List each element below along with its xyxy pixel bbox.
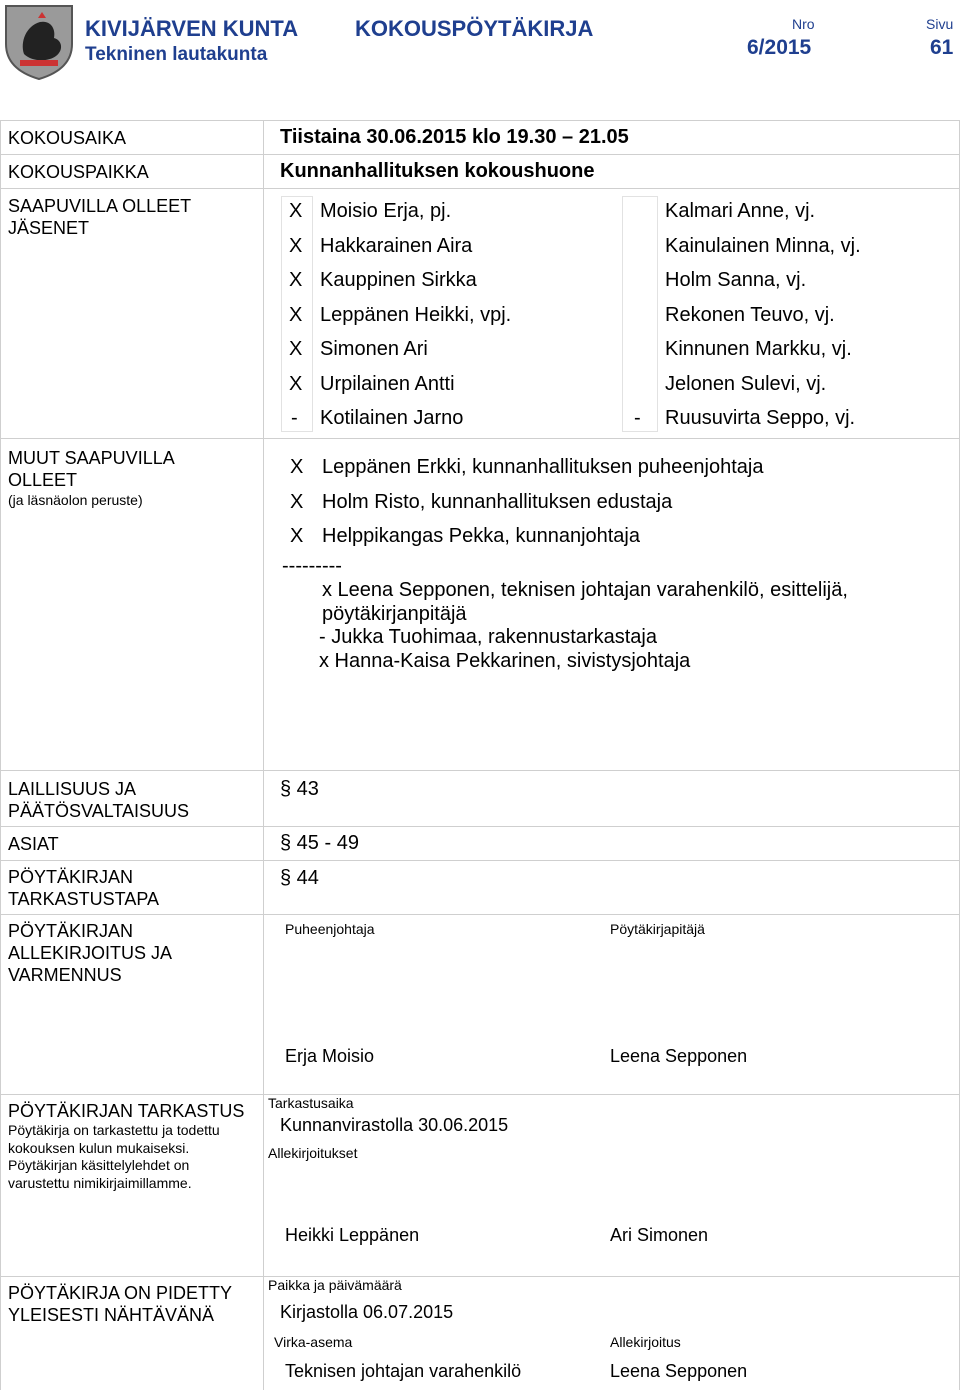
signatures-label-line1: PÖYTÄKIRJAN bbox=[8, 921, 134, 941]
nro-value: 6/2015 bbox=[747, 36, 812, 59]
others-text: Holm Risto, kunnanhallituksen edustaja bbox=[322, 491, 673, 513]
review-desc-line4: varustettu nimikirjaimillamme. bbox=[8, 1174, 192, 1191]
signatures-label bbox=[8, 920, 172, 986]
review-time-value: Kunnanvirastolla 30.06.2015 bbox=[280, 1115, 509, 1135]
member-mark: X bbox=[289, 200, 303, 222]
member-mark: X bbox=[289, 269, 303, 291]
secretary-label: Pöytäkirjapitäjä bbox=[610, 921, 705, 937]
public-sign-label: Allekirjoitus bbox=[610, 1334, 681, 1350]
review-sign-label: Allekirjoitukset bbox=[268, 1145, 358, 1161]
members-label-line2: JÄSENET bbox=[8, 218, 90, 238]
others-label-line1: MUUT SAAPUVILLA bbox=[8, 448, 175, 468]
member-name: Leppänen Heikki, vpj. bbox=[320, 304, 512, 326]
meeting-time-value: Tiistaina 30.06.2015 klo 19.30 – 21.05 bbox=[280, 126, 629, 148]
review-desc-line2: kokouksen kulun mukaiseksi. bbox=[8, 1139, 190, 1156]
review-method-label-line1: PÖYTÄKIRJAN bbox=[8, 867, 134, 887]
members-label bbox=[8, 195, 191, 239]
public-sign-value: Leena Sepponen bbox=[610, 1361, 748, 1381]
substitute-name: Rekonen Teuvo, vj. bbox=[665, 304, 835, 326]
substitute-mark: - bbox=[634, 407, 641, 429]
others-mark: X bbox=[290, 491, 304, 513]
others-label-note: (ja läsnäolon peruste) bbox=[8, 492, 143, 508]
review-signer-2: Ari Simonen bbox=[610, 1225, 709, 1245]
substitute-name: Ruusuvirta Seppo, vj. bbox=[665, 407, 856, 429]
chair-name: Erja Moisio bbox=[285, 1046, 375, 1066]
secretary-name: Leena Sepponen bbox=[610, 1046, 748, 1066]
others-label-line2: OLLEET bbox=[8, 470, 78, 490]
member-name: Urpilainen Antti bbox=[320, 373, 455, 395]
others-separator: --------- bbox=[282, 555, 342, 577]
department-name: Tekninen lautakunta bbox=[85, 44, 268, 65]
member-mark: X bbox=[289, 304, 303, 326]
public-label-line1: PÖYTÄKIRJA ON PIDETTY bbox=[8, 1283, 233, 1303]
others-extra-line3: x Hanna-Kaisa Pekkarinen, sivistysjohtaja bbox=[319, 650, 691, 672]
member-name: Moisio Erja, pj. bbox=[320, 200, 452, 222]
org-name: KIVIJÄRVEN KUNTA bbox=[85, 16, 299, 41]
chair-label: Puheenjohtaja bbox=[285, 921, 375, 937]
others-text: Helppikangas Pekka, kunnanjohtaja bbox=[322, 525, 640, 547]
public-role-label: Virka-asema bbox=[274, 1334, 353, 1350]
others-text: Leppänen Erkki, kunnanhallituksen puheenjohtaja bbox=[322, 456, 764, 478]
public-place-value: Kirjastolla 06.07.2015 bbox=[280, 1302, 454, 1322]
public-place-label: Paikka ja päivämäärä bbox=[268, 1277, 402, 1293]
others-mark: X bbox=[290, 456, 304, 478]
substitute-name: Jelonen Sulevi, vj. bbox=[665, 373, 827, 395]
legality-value: § 43 bbox=[280, 778, 319, 800]
others-extra-line1: x Leena Sepponen, teknisen johtajan varahenkilö, esittelijä, bbox=[322, 579, 848, 601]
substitute-name: Kainulainen Minna, vj. bbox=[665, 235, 861, 257]
signatures-label-line2: ALLEKIRJOITUS JA bbox=[8, 943, 173, 963]
signatures-label-line3: VARMENNUS bbox=[8, 965, 122, 985]
review-desc-line3: Pöytäkirjan käsittelylehdet on bbox=[8, 1157, 190, 1173]
public-label bbox=[8, 1282, 232, 1326]
others-mark: X bbox=[290, 525, 304, 547]
member-name: Hakkarainen Aira bbox=[320, 235, 473, 257]
municipal-crest bbox=[4, 4, 74, 80]
legality-label bbox=[8, 778, 189, 822]
document-title: KOKOUSPÖYTÄKIRJA bbox=[355, 16, 594, 41]
member-name: Simonen Ari bbox=[320, 338, 428, 360]
legality-label-line2: PÄÄTÖSVALTAISUUS bbox=[8, 801, 190, 821]
member-mark: - bbox=[291, 407, 298, 429]
member-name: Kauppinen Sirkka bbox=[320, 269, 477, 291]
public-role-value: Teknisen johtajan varahenkilö bbox=[285, 1361, 522, 1381]
sivu-label: Sivu bbox=[926, 16, 954, 32]
review-method-label-line2: TARKASTUSTAPA bbox=[8, 889, 160, 909]
others-extra-line1b: pöytäkirjanpitäjä bbox=[322, 603, 467, 625]
substitute-name: Holm Sanna, vj. bbox=[665, 269, 807, 291]
substitute-name: Kinnunen Markku, vj. bbox=[665, 338, 852, 360]
review-method-label bbox=[8, 866, 159, 910]
public-label-line2: YLEISESTI NÄHTÄVÄNÄ bbox=[8, 1305, 215, 1325]
member-mark: X bbox=[289, 338, 303, 360]
meeting-time-label: KOKOUSAIKA bbox=[8, 128, 127, 148]
items-label: ASIAT bbox=[8, 834, 59, 854]
member-mark: X bbox=[289, 373, 303, 395]
review-method-value: § 44 bbox=[280, 867, 319, 889]
review-desc-line1: Pöytäkirja on tarkastettu ja todettu bbox=[8, 1122, 220, 1138]
legality-label-line1: LAILLISUUS JA bbox=[8, 779, 137, 799]
meeting-place-value: Kunnanhallituksen kokoushuone bbox=[280, 160, 595, 182]
member-name: Kotilainen Jarno bbox=[320, 407, 464, 429]
members-label-line1: SAAPUVILLA OLLEET bbox=[8, 196, 192, 216]
others-label bbox=[8, 447, 175, 508]
sivu-value: 61 bbox=[930, 36, 954, 59]
nro-label: Nro bbox=[792, 16, 815, 32]
meeting-place-label: KOKOUSPAIKKA bbox=[8, 162, 149, 182]
substitute-name: Kalmari Anne, vj. bbox=[665, 200, 816, 222]
member-mark: X bbox=[289, 235, 303, 257]
review-label: PÖYTÄKIRJAN TARKASTUS bbox=[8, 1101, 245, 1121]
items-value: § 45 - 49 bbox=[280, 832, 359, 854]
review-description bbox=[8, 1122, 220, 1192]
others-extra-line2: - Jukka Tuohimaa, rakennustarkastaja bbox=[319, 626, 657, 648]
review-time-label: Tarkastusaika bbox=[268, 1095, 354, 1111]
review-signer-1: Heikki Leppänen bbox=[285, 1225, 420, 1245]
